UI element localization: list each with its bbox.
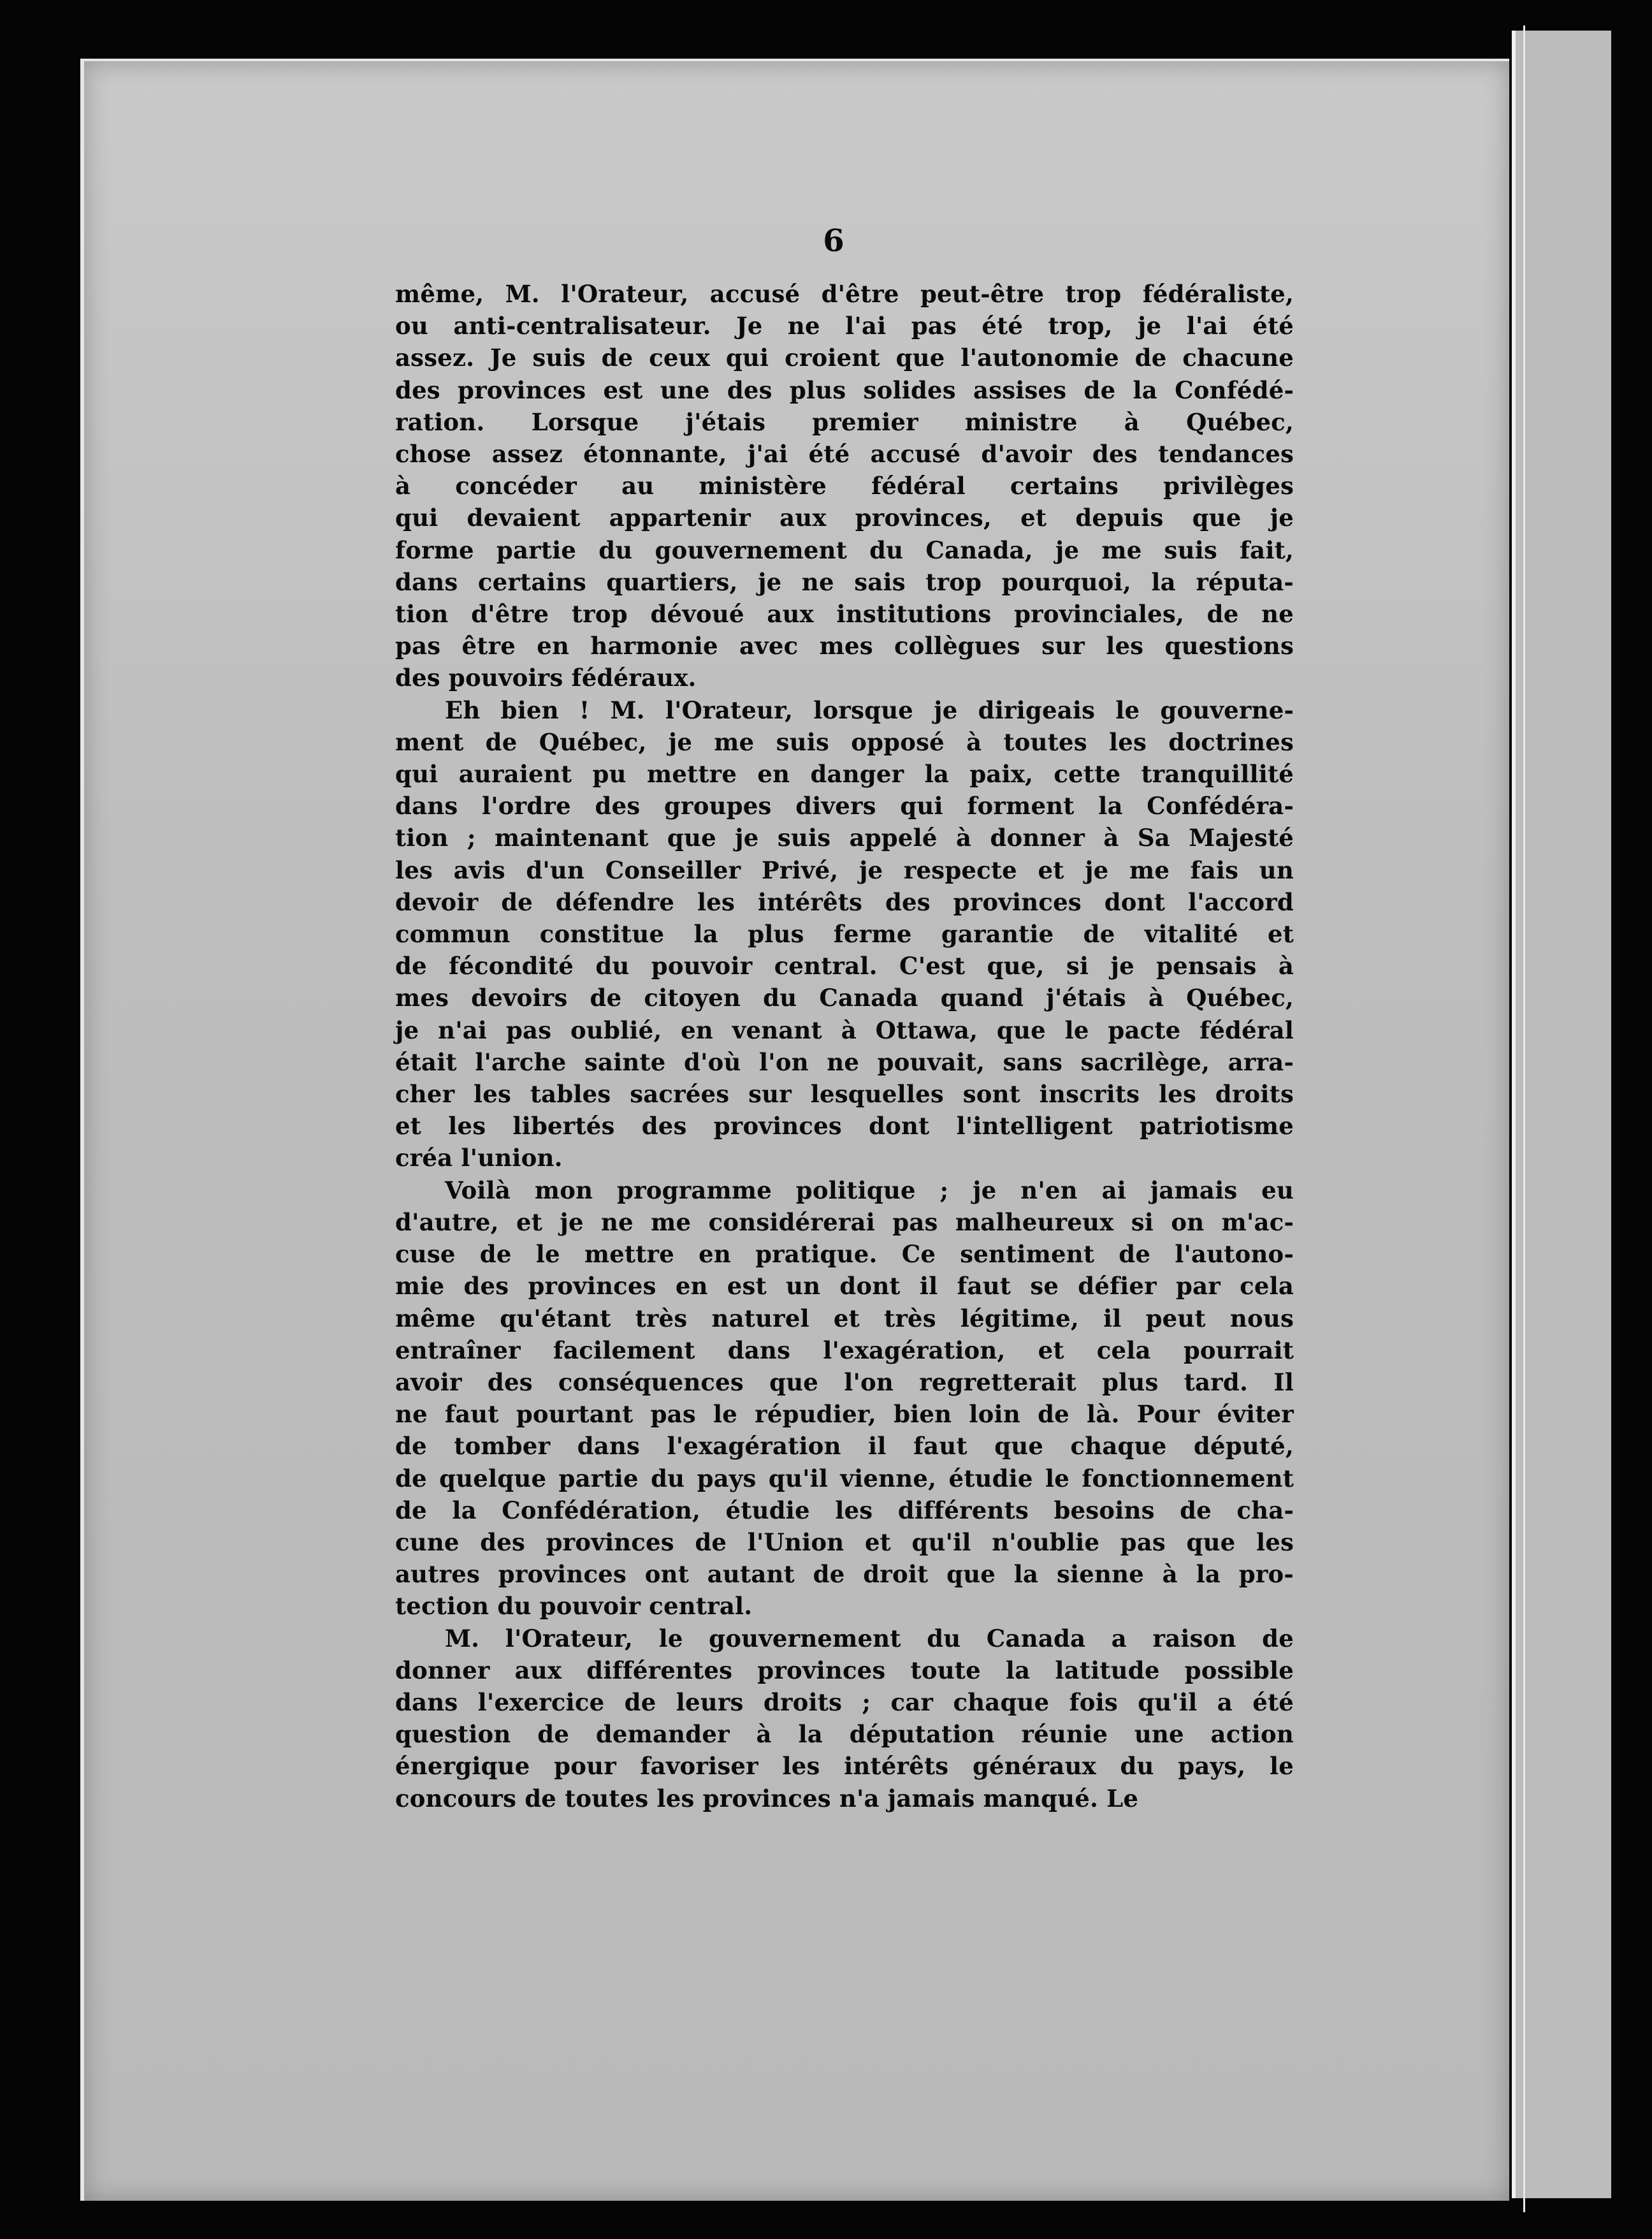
page-fold-line <box>1523 26 1525 2212</box>
paragraph <box>395 694 1294 1174</box>
text-line: des provinces est une des plus solides assises de la Confédé- <box>395 376 1294 404</box>
text-line: cher les tables sacrées sur lesquelles sont inscrits les droits <box>395 1080 1294 1109</box>
text-line: autres provinces ont autant de droit que la sienne à la pro- <box>395 1560 1294 1589</box>
text-line: était l'arche sainte d'où l'on ne pouvait, sans sacrilège, arra- <box>395 1047 1294 1076</box>
text-line: qui auraient pu mettre en danger la paix, cette tranquillité <box>395 760 1294 789</box>
page-body-text <box>395 278 1294 1814</box>
text-line: mes devoirs de citoyen du Canada quand j'étais à Québec, <box>395 984 1294 1012</box>
text-line: de quelque partie du pays qu'il vienne, étudie le fonctionnement <box>395 1464 1294 1492</box>
text-line: M. l'Orateur, le gouvernement du Canada a raison de <box>445 1624 1294 1652</box>
text-line: donner aux différentes provinces toute la latitude possible <box>395 1656 1294 1684</box>
text-line: forme partie du gouvernement du Canada, je me suis fait, <box>395 536 1294 564</box>
text-line: Eh bien ! M. l'Orateur, lorsque je dirigeais le gouverne- <box>445 696 1294 724</box>
text-line: des pouvoirs fédéraux. <box>395 664 697 692</box>
adjacent-page-edge <box>1512 31 1611 2198</box>
text-line: tection du pouvoir central. <box>395 1592 753 1621</box>
text-line: dans l'ordre des groupes divers qui forment la Confédéra- <box>395 792 1294 820</box>
text-line: ne faut pourtant pas le répudier, bien loin de là. Pour éviter <box>395 1400 1294 1429</box>
text-line: ment de Québec, je me suis opposé à toutes les doctrines <box>395 727 1294 756</box>
text-line: Voilà mon programme politique ; je n'en ai jamais eu <box>445 1176 1294 1204</box>
text-line: même qu'étant très naturel et très légitime, il peut nous <box>395 1304 1294 1332</box>
text-line: dans l'exercice de leurs droits ; car chaque fois qu'il a été <box>395 1688 1294 1716</box>
text-line: ou anti-centralisateur. Je ne l'ai pas été trop, je l'ai été <box>395 312 1294 340</box>
text-line: tion d'être trop dévoué aux institutions provinciales, de ne <box>395 600 1294 629</box>
text-line: cuse de le mettre en pratique. Ce sentiment de l'autono- <box>395 1240 1294 1269</box>
text-line: assez. Je suis de ceux qui croient que l'autonomie de chacune <box>395 344 1294 372</box>
text-line: tion ; maintenant que je suis appelé à donner à Sa Majesté <box>395 824 1294 852</box>
text-line: et les libertés des provinces dont l'intelligent patriotisme <box>395 1112 1294 1141</box>
text-line: pas être en harmonie avec mes collègues sur les questions <box>395 632 1294 660</box>
text-line: chose assez étonnante, j'ai été accusé d'avoir des tendances <box>395 440 1294 469</box>
text-line: ration. Lorsque j'étais premier ministre à Québec, <box>395 407 1294 436</box>
text-line: qui devaient appartenir aux provinces, et depuis que je <box>395 504 1294 532</box>
text-line: même, M. l'Orateur, accusé d'être peut-être trop fédéraliste, <box>395 280 1294 308</box>
text-line: commun constitue la plus ferme garantie de vitalité et <box>395 920 1294 949</box>
text-line: concours de toutes les provinces n'a jamais manqué. Le <box>395 1784 1139 1812</box>
paragraph <box>395 1623 1294 1814</box>
text-line: de tomber dans l'exagération il faut que chaque député, <box>395 1432 1294 1461</box>
text-line: créa l'union. <box>395 1144 563 1172</box>
text-line: question de demander à la députation réunie une action <box>395 1720 1294 1749</box>
text-line: devoir de défendre les intérêts des provinces dont l'accord <box>395 887 1294 916</box>
text-line: de fécondité du pouvoir central. C'est que, si je pensais à <box>395 952 1294 981</box>
text-line: les avis d'un Conseiller Privé, je respecte et je me fais un <box>395 856 1294 884</box>
text-line: mie des provinces en est un dont il faut se défier par cela <box>395 1272 1294 1301</box>
text-line: d'autre, et je ne me considérerai pas malheureux si on m'ac- <box>395 1207 1294 1236</box>
paragraph <box>395 1174 1294 1623</box>
text-line: je n'ai pas oublié, en venant à Ottawa, que le pacte fédéral <box>395 1016 1294 1044</box>
text-line: à concéder au ministère fédéral certains privilèges <box>395 472 1294 500</box>
text-line: entraîner facilement dans l'exagération, et cela pourrait <box>395 1336 1294 1364</box>
text-line: énergique pour favoriser les intérêts généraux du pays, le <box>395 1752 1294 1781</box>
paragraph <box>395 278 1294 694</box>
page-number: 6 <box>823 223 844 259</box>
text-line: dans certains quartiers, je ne sais trop pourquoi, la réputa- <box>395 567 1294 596</box>
text-line: cune des provinces de l'Union et qu'il n'oublie pas que les <box>395 1528 1294 1556</box>
text-line: avoir des conséquences que l'on regretterait plus tard. Il <box>395 1367 1294 1396</box>
text-line: de la Confédération, étudie les différents besoins de cha- <box>395 1496 1294 1524</box>
